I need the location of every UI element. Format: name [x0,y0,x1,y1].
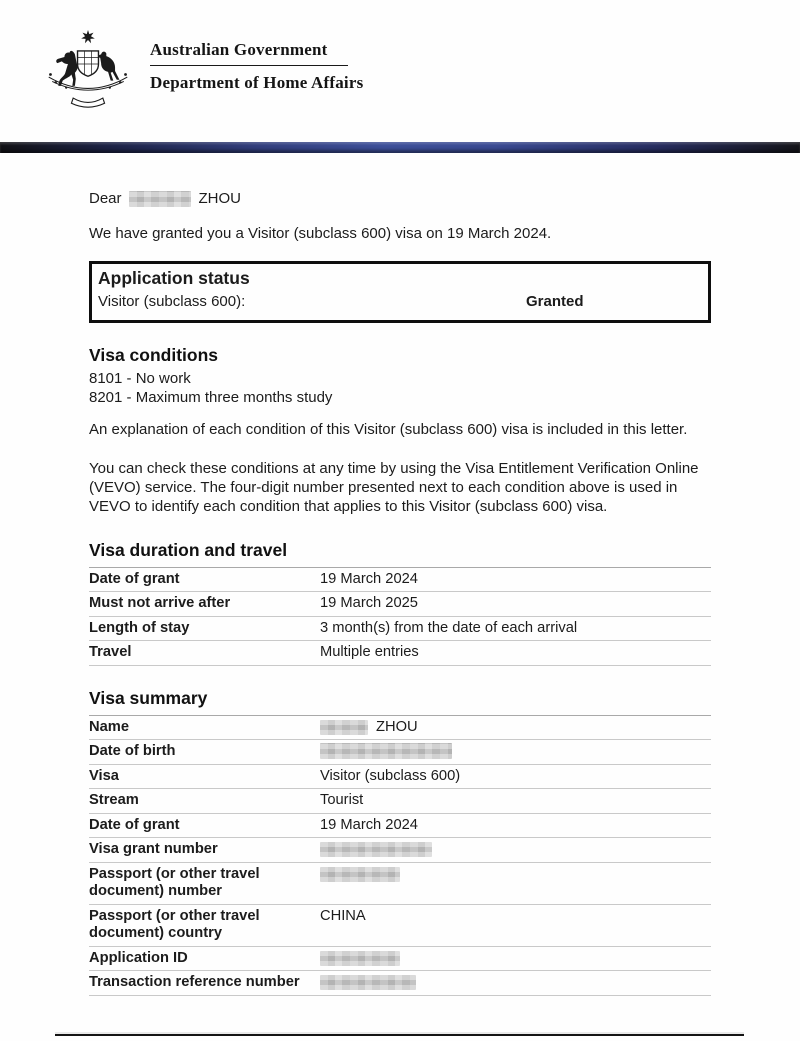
table-row [89,947,711,972]
row-label: Date of grant [89,570,180,587]
row-label: Passport (or other travel document) country [89,907,260,941]
redacted-date-of-birth [320,743,452,759]
row-value [320,950,711,968]
table-row [89,617,711,642]
table-row [89,740,711,765]
application-status-title: Application status [98,268,250,288]
row-label: Must not arrive after [89,595,231,611]
condition-8201: 8201 - Maximum three months study [89,388,333,406]
row-value [320,743,711,761]
row-value: 19 March 2024 [320,570,418,587]
redacted-transaction-reference [320,975,416,990]
visa-summary-heading: Visa summary [89,687,208,708]
row-label: Stream [89,792,139,808]
row-label: Date of grant [89,816,180,833]
row-label: Application ID [89,949,188,966]
letterhead [0,0,800,114]
row-value: 19 March 2024 [320,816,418,833]
row-value: 19 March 2025 [320,595,418,611]
redacted-visa-grant-number [320,842,432,857]
row-value: CHINA [320,907,366,924]
visa-duration-heading: Visa duration and travel [89,539,288,560]
table-row [89,592,711,617]
vevo-note: You can check these conditions at any time by using the Visa Entitlement Verification Online (VEVO) service. The four-digit number presented next to each condition above is used in VEVO to identify each condition that applies to this Visitor (subclass 600) visa. [89,459,699,515]
redacted-given-name [320,720,368,735]
letterhead-divider [150,65,348,66]
row-value: Multiple entries [320,644,419,660]
department-title: Department of Home Affairs [150,73,364,92]
header-accent-bar [0,142,800,153]
coat-of-arms-icon [40,28,136,114]
letterhead-titles [150,28,363,93]
government-title: Australian Government [150,40,328,59]
visa-subclass-label: Visitor (subclass 600): [98,293,246,310]
table-row [89,814,711,839]
condition-8101: 8101 - No work [89,370,191,387]
footer-rule [55,1034,744,1036]
row-value [320,841,711,859]
row-label: Travel [89,644,132,660]
table-row [89,716,711,741]
row-value [320,719,711,737]
letter-body [89,190,711,996]
row-label: Name [89,718,130,735]
name-surname: ZHOU [376,718,418,735]
row-label: Length of stay [89,619,190,636]
table-row [89,789,711,814]
visa-conditions-list [89,370,711,407]
application-status-row [98,293,700,311]
row-label: Transaction reference number [89,974,300,990]
redacted-application-id [320,951,400,966]
table-row [89,863,711,905]
table-row [89,838,711,863]
row-label: Date of birth [89,743,176,759]
salutation-prefix: Dear [89,190,122,207]
redacted-given-name [129,191,191,207]
row-label: Visa grant number [89,841,218,857]
row-value [320,974,711,992]
table-row [89,765,711,790]
row-label: Passport (or other travel document) number [89,865,260,899]
table-row [89,905,711,947]
row-value [320,866,711,901]
status-granted-value: Granted [526,293,584,310]
application-status-box [89,261,711,323]
row-label: Visa [89,767,119,784]
visa-conditions-heading: Visa conditions [89,345,219,365]
row-value: Tourist [320,792,364,808]
table-row [89,568,711,593]
salutation [89,190,711,208]
recipient-surname: ZHOU [198,190,242,207]
row-value: Visitor (subclass 600) [320,767,461,784]
table-row [89,641,711,666]
row-value: 3 month(s) from the date of each arrival [320,619,578,636]
conditions-explanation: An explanation of each condition of this Visitor (subclass 600) visa is included in this letter. [89,421,688,438]
visa-summary-table [89,715,711,996]
grant-intro-sentence: We have granted you a Visitor (subclass 600) visa on 19 March 2024. [89,225,552,242]
visa-duration-table [89,567,711,666]
redacted-passport-number [320,867,400,882]
table-row [89,971,711,996]
